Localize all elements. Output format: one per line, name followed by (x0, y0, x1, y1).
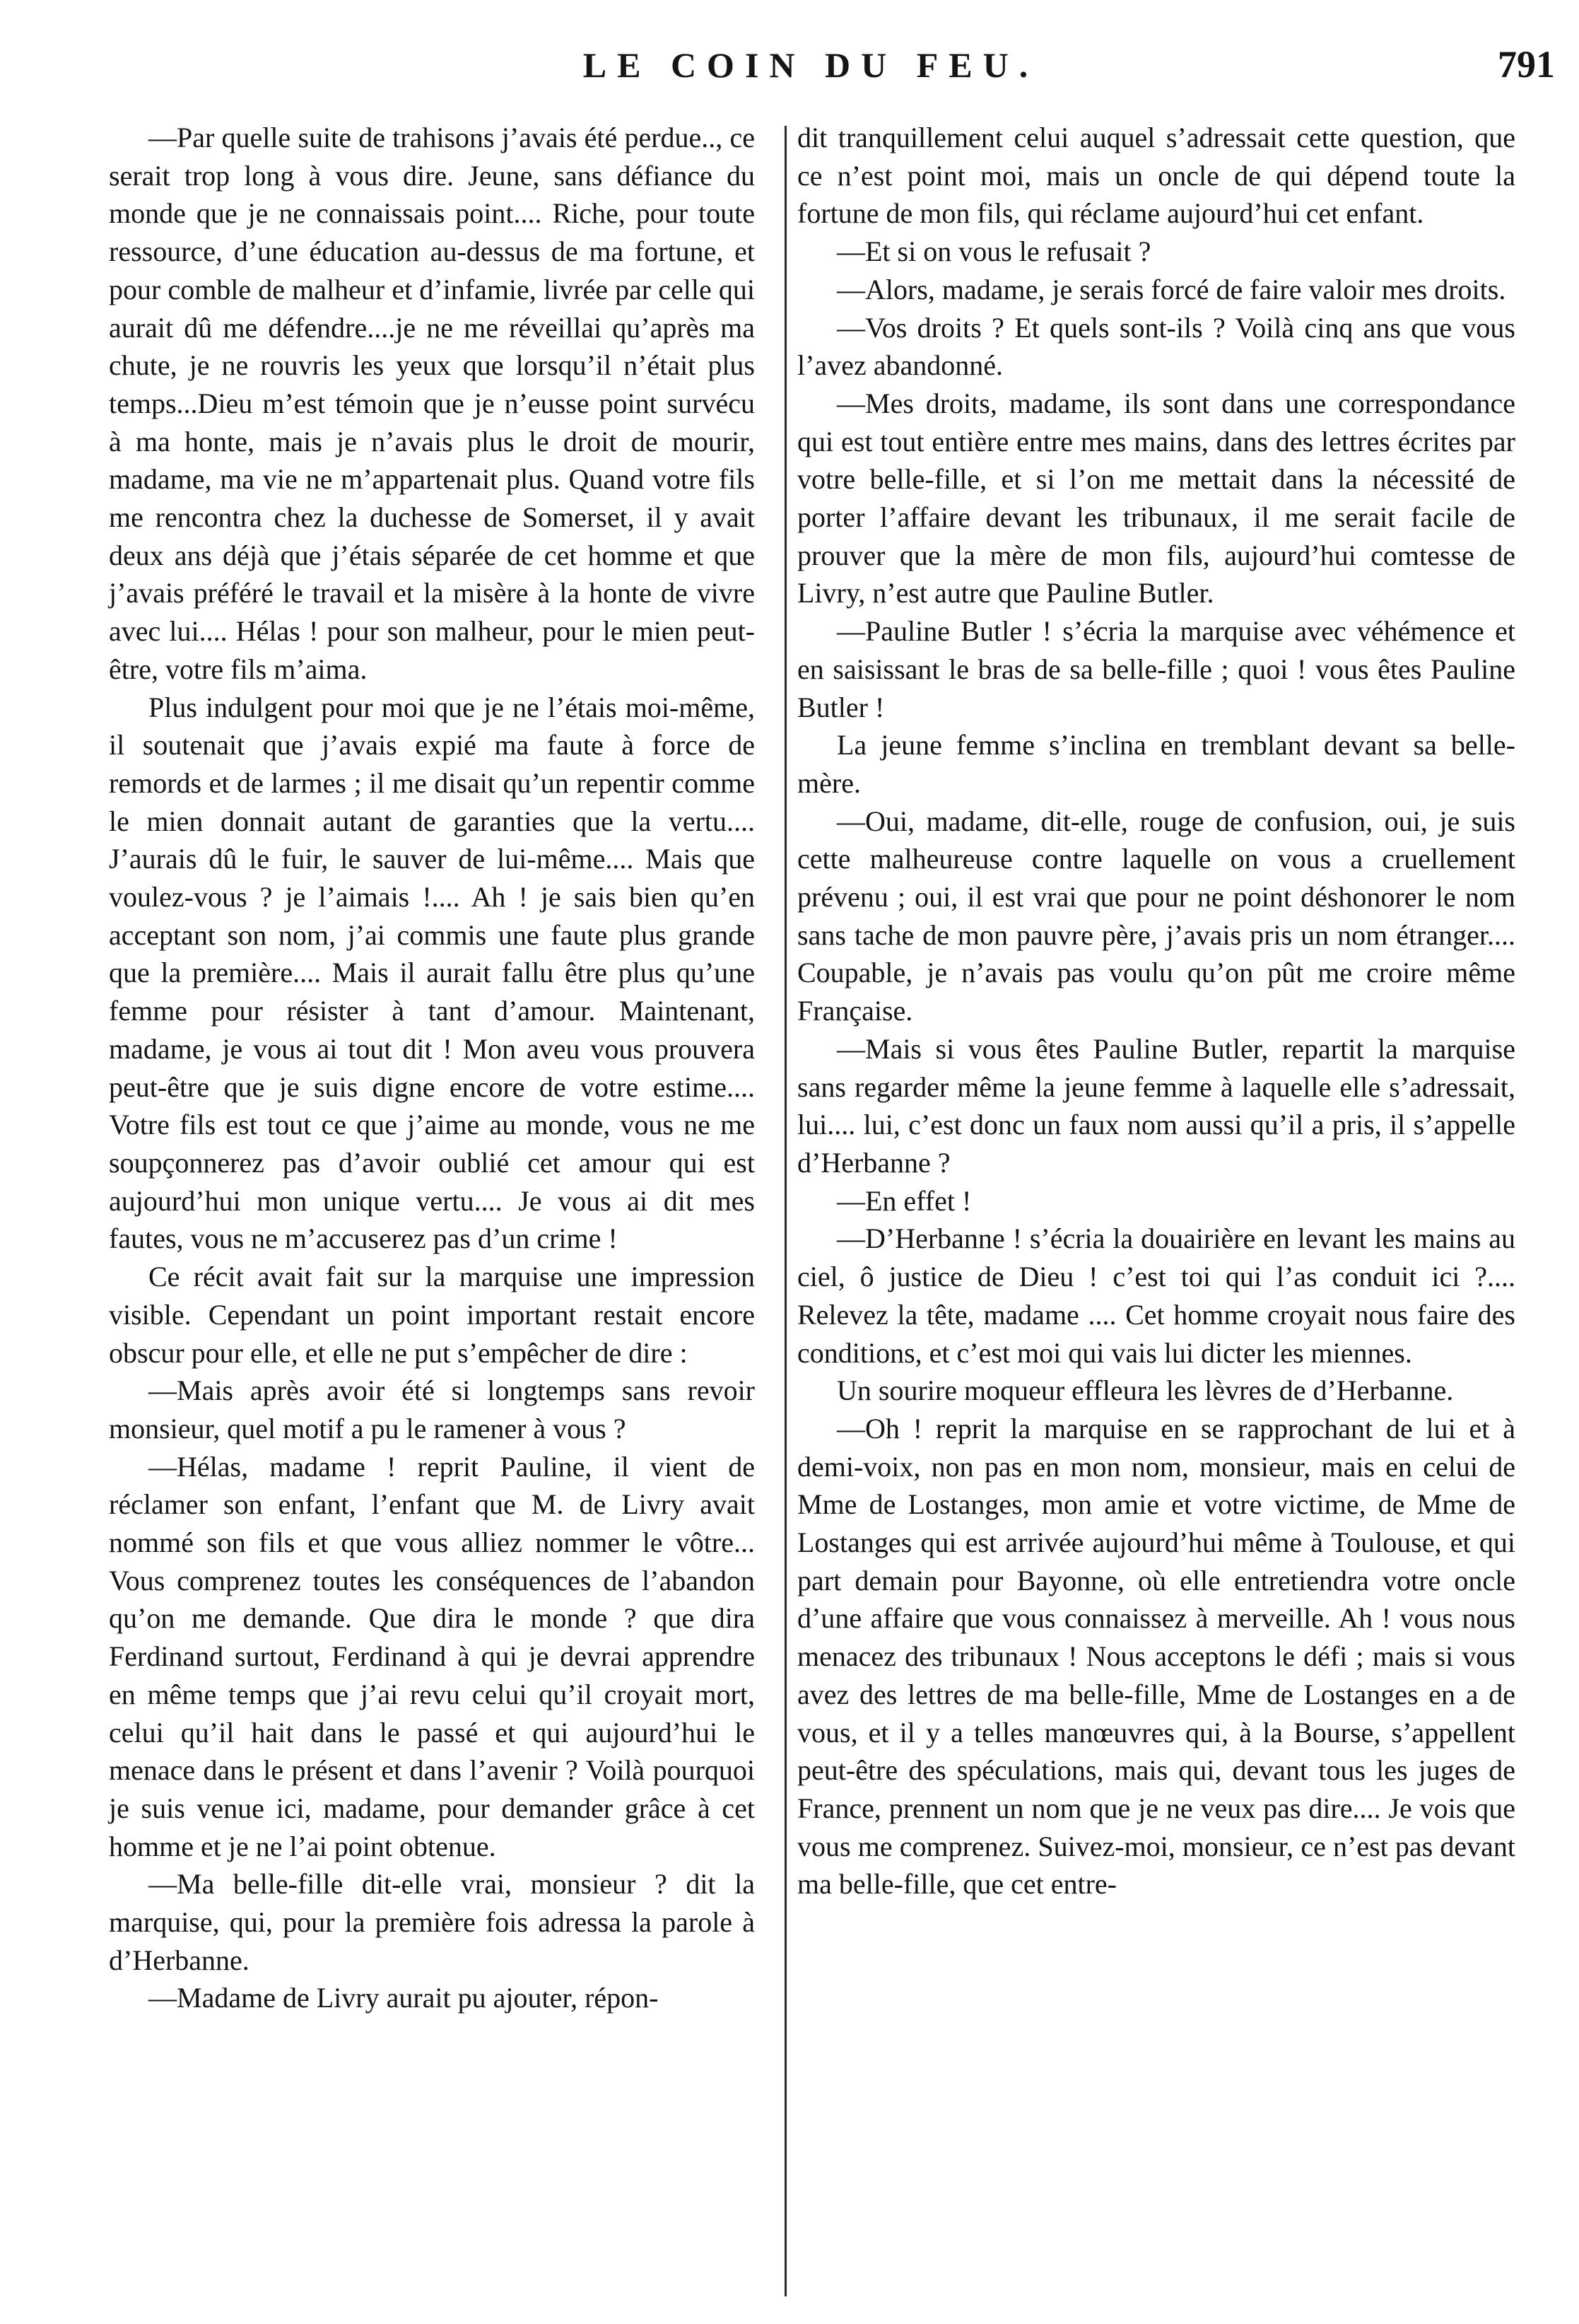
paragraph: —Alors, madame, je serais forcé de faire valoir mes droits. (837, 273, 1506, 305)
paragraph: —En effet ! (837, 1184, 972, 1217)
paragraph: —Mais après avoir été si longtemps sans revoir monsieur, quel motif a pu le ramener à vous ? (109, 1374, 755, 1444)
paragraph: Ce récit avait fait sur la marquise une impression visible. Cependant un point important restait encore obscur pour elle, et elle ne put s’empêcher de dire : (109, 1261, 755, 1369)
column-divider (785, 126, 787, 2296)
running-title: LE COIN DU FEU. (582, 45, 1039, 85)
paragraph: —Oh ! reprit la marquise en se rapprochant de lui et à demi-voix, non pas en mon nom, monsieur, mais en celui de Mme de Lostanges, mon amie et votre victime, de Mme de Lostanges qui est arrivée aujourd’hui même à Toulouse, et qui part demain pour Bayonne, où elle entretiendra votre oncle d’une affaire que vous connaissez à merveille. Ah ! vous nous menacez des tribunaux ! Nous acceptons le défi ; mais si vous avez des lettres de ma belle-fille, Mme de Lostanges en a de vous, et il y a telles manœuvres qui, à la Bourse, s’appellent peut-être des spéculations, mais qui, devant tous les juges de France, prennent un nom que je ne veux pas dire.... Je vois que vous me comprenez. Suivez-moi, monsieur, ce n’est pas devant ma belle-fille, que cet entre- (797, 1412, 1515, 1900)
paragraph-continued: dit tranquillement celui auquel s’adressait cette question, que ce n’est point moi, mais un oncle de qui dépend toute la fortune de mon fils, qui réclame aujourd’hui cet enfant. (797, 122, 1515, 230)
paragraph: Plus indulgent pour moi que je ne l’étais moi-même, il soutenait que j’avais expié ma faute à force de remords et de larmes ; il me disait qu’un repentir comme le mien donnait autant de garanties que la vertu.... J’aurais dû le fuir, le sauver de lui-même.... Mais que voulez-vous ? je l’aimais !.... Ah ! je sais bien qu’en acceptant son nom, j’ai commis une faute plus grande que la première.... Mais il aurait fallu être plus qu’une femme pour résister à tant d’amour. Maintenant, madame, je vous ai tout dit ! Mon aveu vous prouvera peut-être que je suis digne encore de votre estime.... Votre fils est tout ce que j’aime au monde, vous ne me soupçonnerez pas d’avoir oublié cet amour qui est aujourd’hui mon unique vertu.... Je vous ai dit mes fautes, vous ne m’accuserez pas d’un crime ! (109, 691, 755, 1255)
paragraph: —Pauline Butler ! s’écria la marquise avec véhémence et en saisissant le bras de sa belle-fille ; quoi ! vous êtes Pauline Butler ! (797, 615, 1515, 723)
paragraph: —Par quelle suite de trahisons j’avais été perdue.., ce serait trop long à vous dire. Jeune, sans défiance du monde que je ne connaissais point.... Riche, pour toute ressource, d’une éducation au-dessus de ma fortune, et pour comble de malheur et d’infamie, livrée par celle qui aurait dû me défendre....je ne me réveillai qu’après ma chute, je ne rouvris les yeux que lorsqu’il n’était plus temps...Dieu m’est témoin que je n’eusse point survécu à ma honte, mais je n’avais plus le droit de mourir, madame, ma vie ne m’appartenait plus. Quand votre fils me rencontra chez la duchesse de Somerset, il y avait deux ans déjà que j’étais séparée de cet homme et que j’avais préféré le travail et la misère à la honte de vivre avec lui.... Hélas ! pour son malheur, pour le mien peut-être, votre fils m’aima. (109, 122, 755, 685)
paragraph: —Mais si vous êtes Pauline Butler, repartit la marquise sans regarder même la jeune femme à laquelle elle s’adressait, lui.... lui, c’est donc un faux nom aussi qu’il a pris, il s’appelle d’Herbanne ? (797, 1032, 1515, 1179)
paragraph: La jeune femme s’inclina en tremblant devant sa belle-mère. (797, 729, 1515, 799)
paragraph: Un sourire moqueur effleura les lèvres de d’Herbanne. (837, 1374, 1454, 1407)
left-column (109, 119, 755, 2017)
paragraph: —Vos droits ? Et quels sont-ils ? Voilà cinq ans que vous l’avez abandonné. (797, 311, 1515, 382)
paragraph: —Madame de Livry aurait pu ajouter, répon- (148, 1982, 659, 2014)
paragraph: —Ma belle-fille dit-elle vrai, monsieur ? dit la marquise, qui, pour la première fois adressa la parole à d’Herbanne. (109, 1868, 755, 1976)
paragraph: —Oui, madame, dit-elle, rouge de confusion, oui, je suis cette malheureuse contre laquelle on vous a cruellement prévenu ; oui, il est vrai que pour ne point déshonorer le nom sans tache de mon pauvre père, j’avais pris un nom étranger.... Coupable, je n’avais pas voulu qu’on pût me croire même Française. (797, 805, 1515, 1027)
paragraph: —D’Herbanne ! s’écria la douairière en levant les mains au ciel, ô justice de Dieu ! c’est toi qui l’as conduit ici ?.... Relevez la tête, madame .... Cet homme croyait nous faire des conditions, et c’est moi qui vais lui dicter les miennes. (797, 1222, 1515, 1369)
paragraph: —Mes droits, madame, ils sont dans une correspondance qui est tout entière entre mes mains, dans des lettres écrites par votre belle-fille, et si l’on me mettait dans la nécessité de porter l’affaire devant les tribunaux, il me serait facile de prouver que la mère de mon fils, aujourd’hui comtesse de Livry, n’est autre que Pauline Butler. (797, 387, 1515, 609)
running-header (0, 41, 1579, 90)
right-column (797, 119, 1515, 1903)
paragraph: —Hélas, madame ! reprit Pauline, il vient de réclamer son enfant, l’enfant que M. de Livry avait nommé son fils et que vous alliez nommer le vôtre... Vous comprenez toutes les conséquences de l’abandon qu’on me demande. Que dira le monde ? que dira Ferdinand surtout, Ferdinand à qui je devrai apprendre en même temps que j’ai revu celui qu’il croyait mort, celui qu’il hait dans le passé et qui aujourd’hui le menace dans le présent et dans l’avenir ? Voilà pourquoi je suis venue ici, madame, pour demander grâce à cet homme et je ne l’ai point obtenue. (109, 1450, 755, 1862)
page-number: 791 (1498, 43, 1555, 86)
paragraph: —Et si on vous le refusait ? (837, 235, 1151, 268)
